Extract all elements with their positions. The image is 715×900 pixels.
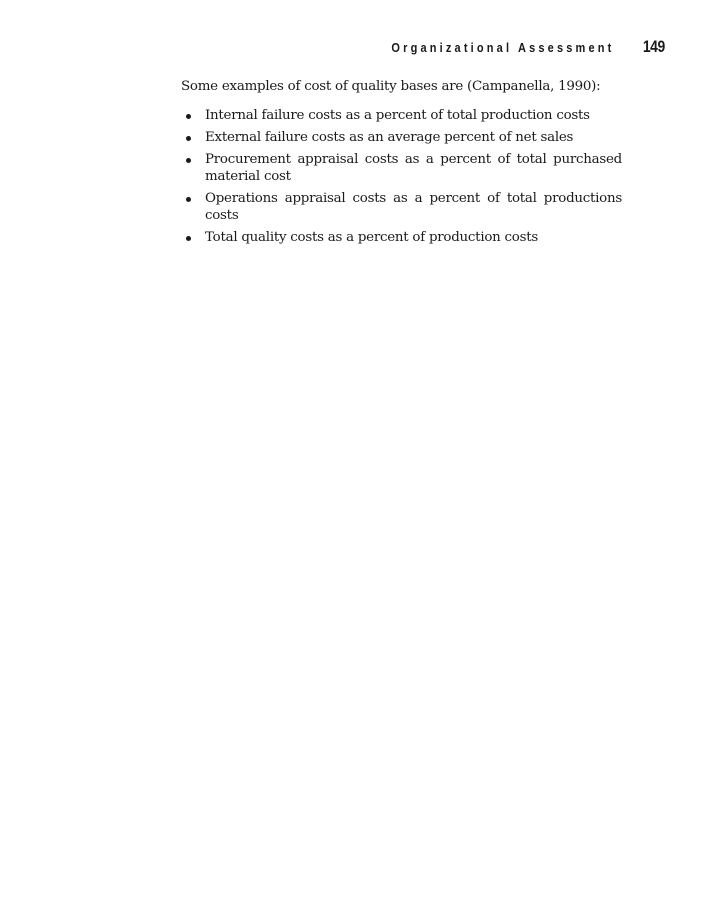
- bullet-icon: [186, 114, 191, 119]
- list-item: [181, 129, 622, 146]
- list-item: [181, 107, 622, 124]
- list-item-text: Total quality costs as a percent of production costs: [205, 230, 538, 245]
- bullet-icon: [186, 236, 191, 241]
- bullet-icon: [186, 158, 191, 163]
- list-item-text: Operations appraisal costs as a percent of total productions costs: [205, 191, 622, 223]
- list-item: [181, 151, 622, 185]
- bullet-icon: [186, 136, 191, 141]
- list-item-text: Internal failure costs as a percent of total production costs: [205, 108, 590, 123]
- chapter-title: Organizational Assessment: [391, 41, 615, 55]
- intro-paragraph: Some examples of cost of quality bases are (Campanella, 1990):: [181, 79, 601, 94]
- list-item-text: External failure costs as an average percent of net sales: [205, 130, 574, 145]
- page-number: 149: [642, 37, 665, 56]
- bullet-icon: [186, 197, 191, 202]
- list-item: [181, 190, 622, 224]
- bullet-list: [181, 107, 622, 246]
- list-item: [181, 229, 622, 246]
- list-item-text: Procurement appraisal costs as a percent of total purchased material cost: [205, 152, 622, 184]
- running-head: [361, 37, 665, 57]
- body-text: [181, 78, 622, 251]
